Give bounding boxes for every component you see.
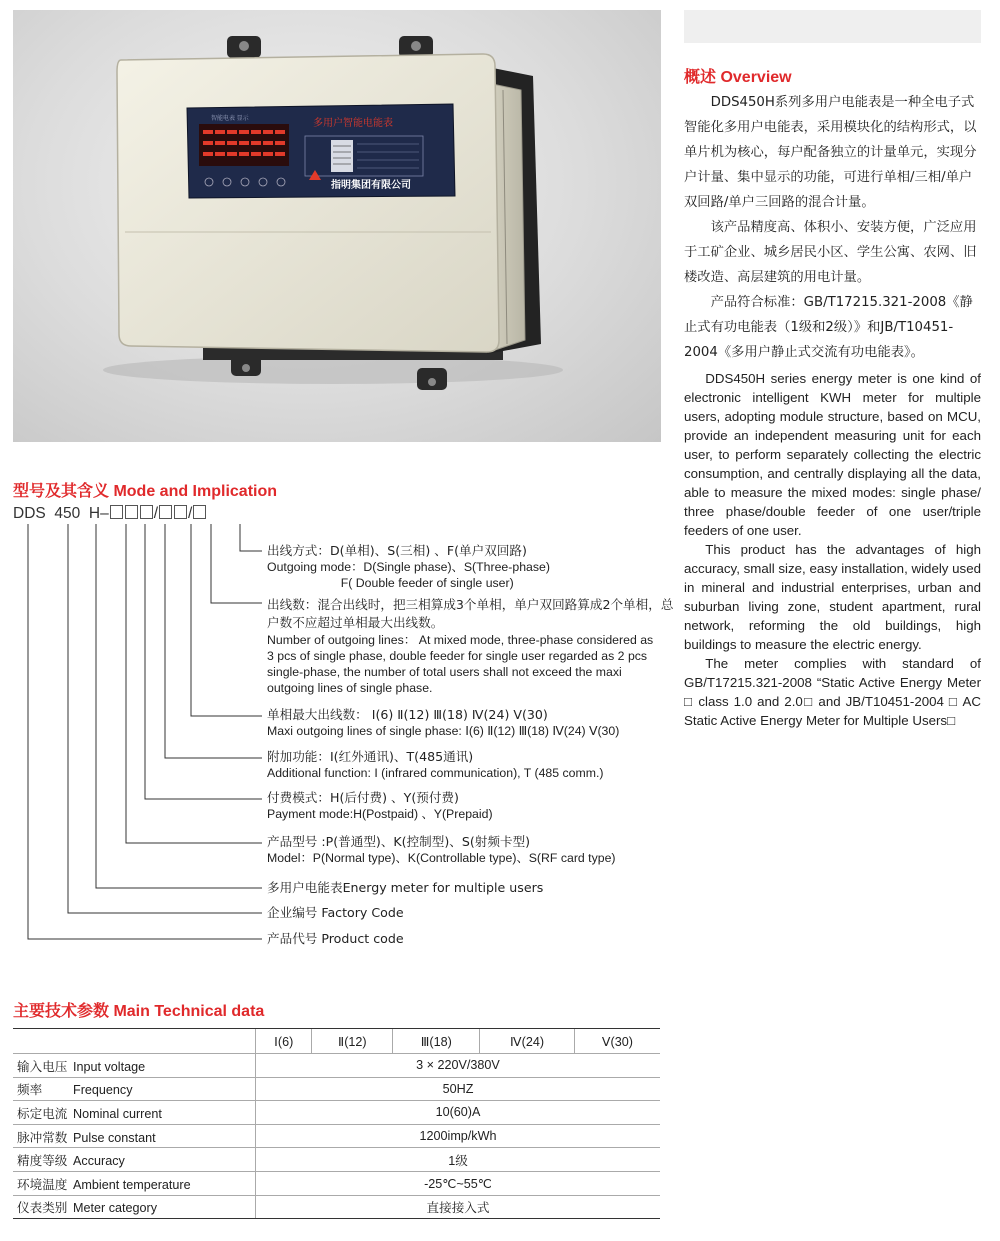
row-label-en: Pulse constant [73,1130,156,1145]
code-slash: / [188,505,193,522]
row-value: 50HZ [256,1077,661,1101]
row-label [13,1148,256,1172]
overview-cn-paragraph: DDS450H系列多用户电能表是一种全电子式智能化多用户电能表，采用模块化的结构形式，以单片机为核心，每户配备独立的计量单元，实现分户计量、集中显示的功能，可进行单相/三相/单户双回路/单户三回路的混合计量。 [684,95,977,210]
legend-en: Payment mode:H(Postpaid) 、Y(Prepaid) [267,807,493,821]
row-value: 10(60)A [256,1101,661,1125]
legend-en: F( Double feeder of single user) [267,576,514,590]
legend-max-lines [267,707,667,739]
row-label [13,1171,256,1195]
code-h: H [88,505,101,522]
legend-factory-code [267,905,667,921]
legend-product-model [267,834,667,866]
overview-en-paragraph: DDS450H series energy meter is one kind of electronic intelligent KWH meter for multiple users, adopting module structure, based on MCU, provide an independent measuring unit for each user, to perform separately collecting the electric consumption, and centrally displaying all the data, able to measure the mixed modes: single phase/ three phase/double feeder of one user/triple feeders of one user. [684,371,981,538]
code-number: 450 [54,505,81,522]
row-value: 直接接入式 [256,1195,661,1219]
legend-en: Model：P(Normal type)、K(Controllable type)、S(RF card type) [267,851,616,865]
legend-en: Additional function: I (infrared communication), T (485 comm.) [267,766,604,780]
row-value: 1级 [256,1148,661,1172]
tech-col-header: Ⅴ(30) [574,1029,660,1054]
tech-table [13,1028,660,1219]
row-label-en: Frequency [73,1083,133,1098]
legend-en: Outgoing mode：D(Single phase)、S(Three-phase) [267,560,550,574]
model-title: 型号及其含义 Mode and Implication [13,483,278,500]
bracket-outgoing-lines [211,524,262,603]
row-value: -25℃~55℃ [256,1171,661,1195]
code-slash: / [153,505,158,522]
tech-col-header: Ⅰ(6) [256,1029,312,1054]
legend-product-code [267,931,667,947]
row-label [13,1077,256,1101]
legend-cn: 多用户电能表Energy meter for multiple users [267,880,544,895]
row-label-cn: 环境温度 [17,1176,68,1192]
table-row [13,1148,660,1172]
panel-top-label: 智能电表 显示 [211,116,249,122]
legend-en: Number of outgoing lines： At mixed mode, three-phase considered as 3 pcs of single phase, double feeder for single user regarded as 2 pcs single-phase, the number of total users shall not exceed the maxi outgoing lines of single phase. [267,633,654,695]
overview-en-paragraph: The meter complies with standard of GB/T17215.321-2008 “Static Active Energy Meter □ class 1.0 and 2.0□ and JB/T10451-2004 □ AC Static Active Energy Meter for Multiple Users□ [684,656,981,728]
tech-col-header: Ⅱ(12) [312,1029,393,1054]
row-label-en: Nominal current [73,1106,162,1121]
overview-title: 概述 Overview [684,69,792,86]
row-label-cn: 脉冲常数 [17,1129,68,1145]
row-label [13,1054,256,1078]
table-row [13,1077,660,1101]
bracket-meter-type [96,524,262,888]
row-label-en: Ambient temperature [73,1177,191,1192]
overview-cn-paragraph: 该产品精度高、体积小、安装方便，广泛应用于工矿企业、城乡居民小区、学生公寓、农网、旧楼改造、高层建筑的用电计量。 [684,220,977,285]
tech-title: 主要技术参数 Main Technical data [13,1003,265,1020]
tech-header-blank [13,1029,256,1054]
bracket-max-lines [191,524,262,716]
code-prefix: DDS [13,505,46,522]
panel-title: 多用户智能电能表 [313,118,393,129]
panel-company: 指明集团有限公司 [331,180,411,191]
row-label-cn: 精度等级 [17,1153,68,1169]
table-row [13,1054,660,1078]
row-label-en: Accuracy [73,1154,125,1169]
legend-cn: 产品代号 Product code [267,931,404,946]
table-row [13,1101,660,1125]
overview-cn-paragraph: 产品符合标准：GB/T17215.321-2008《静止式有功电能表（1级和2级）》和JB/T10451-2004《多用户静止式交流有功电能表》。 [684,295,973,360]
row-label-cn: 频率 [17,1082,43,1098]
bracket-outgoing-mode [240,524,262,551]
tech-header-row [13,1029,660,1054]
table-row [13,1171,660,1195]
row-value: 1200imp/kWh [256,1124,661,1148]
row-label [13,1101,256,1125]
legend-en: Maxi outgoing lines of single phase: Ⅰ(6) Ⅱ(12) Ⅲ(18) Ⅳ(24) Ⅴ(30) [267,724,620,738]
legend-cn: 出线方式：D(单相)、S(三相) 、F(单户双回路) [267,543,527,558]
legend-payment-mode [267,790,667,822]
legend-cn: 企业编号 Factory Code [267,905,404,920]
legend-additional-function [267,749,667,781]
legend-cn: 出线数：混合出线时，把三相算成3个单相，单户双回路算成2个单相，总户数不应超过单相最大出线数。 [267,597,674,630]
legend-outgoing-mode [267,543,667,591]
legend-cn: 产品型号 :P(普通型)、K(控制型)、S(射频卡型) [267,834,531,849]
row-label-en: Input voltage [73,1059,146,1074]
legend-cn: 单相最大出线数： Ⅰ(6) Ⅱ(12) Ⅲ(18) Ⅳ(24) Ⅴ(30) [267,707,548,722]
legend-meter-type [267,880,667,896]
row-label [13,1195,256,1219]
legend-outgoing-lines [267,596,682,696]
legend-cn: 付费模式：H(后付费) 、Y(预付费) [267,790,459,805]
bracket-additional-function [165,524,262,758]
row-label-en: Meter category [73,1201,157,1216]
row-label [13,1124,256,1148]
table-row [13,1124,660,1148]
legend-cn: 附加功能：I(红外通讯)、T(485通讯) [267,749,474,764]
bracket-product-model [126,524,262,843]
row-value: 3 × 220V/380V [256,1054,661,1078]
row-label-cn: 标定电流 [17,1105,68,1121]
tech-col-header: Ⅲ(18) [393,1029,480,1054]
table-row [13,1195,660,1219]
code-dash: – [100,505,109,522]
row-label-cn: 仪表类别 [17,1200,68,1216]
row-label-cn: 输入电压 [17,1058,68,1074]
tech-col-header: Ⅳ(24) [480,1029,575,1054]
overview-en-paragraph: This product has the advantages of high accuracy, small size, easy installation, widely used in mineral and industrial enterprises, urban and suburban living zone, student apartment, rural network, reforming the old buildings, high buildings to measure the electric energy. [684,542,981,652]
